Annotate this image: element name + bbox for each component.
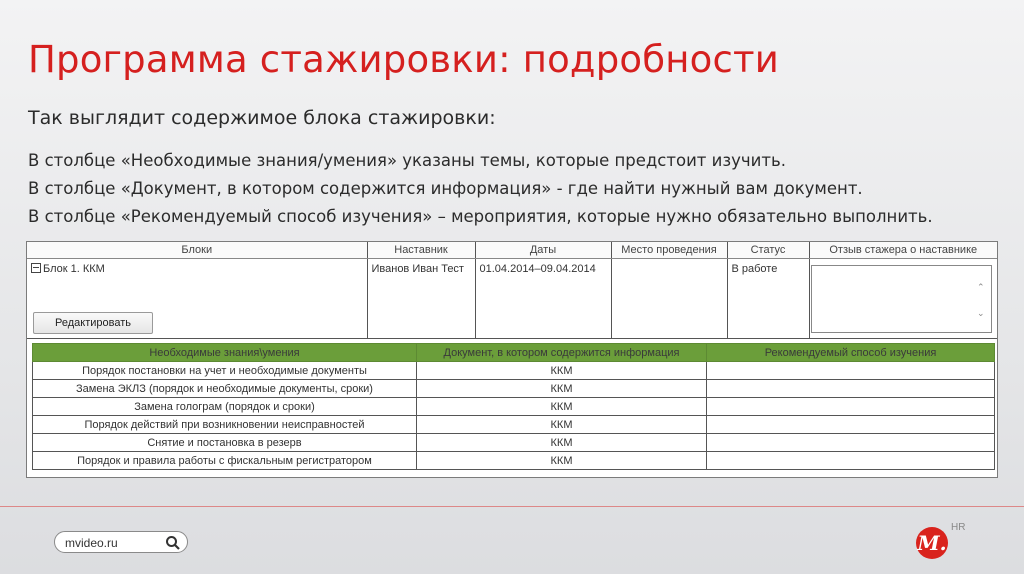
scroll-up-icon[interactable]: ⌃	[977, 282, 985, 292]
desc-line-2: В столбце «Документ, в котором содержится информация» - где найти нужный вам документ.	[28, 179, 863, 198]
method-cell	[707, 380, 995, 398]
topic-cell: Порядок и правила работы с фискальным регистратором	[33, 452, 417, 470]
mvideo-logo: М.	[916, 527, 948, 559]
table-row	[33, 416, 995, 434]
review-textarea[interactable]	[811, 265, 992, 333]
mentor-cell: Иванов Иван Тест	[367, 259, 475, 339]
edit-button[interactable]: Редактировать	[33, 312, 153, 334]
search-text: mvideo.ru	[65, 536, 118, 550]
doc-cell: ККМ	[417, 362, 707, 380]
footer-divider	[0, 506, 1024, 507]
header-dates: Даты	[475, 242, 611, 259]
method-cell	[707, 398, 995, 416]
method-cell	[707, 362, 995, 380]
blocks-header-row	[27, 242, 997, 259]
header-place: Место проведения	[611, 242, 727, 259]
doc-cell: ККМ	[417, 416, 707, 434]
topic-cell: Порядок действий при возникновении неисправностей	[33, 416, 417, 434]
header-status: Статус	[727, 242, 809, 259]
scroll-down-icon[interactable]: ⌄	[977, 308, 985, 318]
method-cell	[707, 434, 995, 452]
desc-line-1: В столбце «Необходимые знания/умения» указаны темы, которые предстоит изучить.	[28, 151, 786, 170]
table-row	[33, 398, 995, 416]
table-row	[33, 362, 995, 380]
intro-text: Так выглядит содержимое блока стажировки:	[28, 107, 496, 129]
dates-cell: 01.04.2014–09.04.2014	[475, 259, 611, 339]
topic-cell: Порядок постановки на учет и необходимые документы	[33, 362, 417, 380]
method-cell	[707, 416, 995, 434]
search-icon[interactable]	[165, 535, 181, 551]
knowledge-header-row	[33, 344, 995, 362]
header-review: Отзыв стажера о наставнике	[809, 242, 997, 259]
place-cell	[611, 259, 727, 339]
hr-label: HR	[951, 522, 966, 533]
table-row	[33, 452, 995, 470]
header-method: Рекомендуемый способ изучения	[707, 344, 995, 362]
desc-line-3: В столбце «Рекомендуемый способ изучения» – мероприятия, которые нужно обязательно выполнить.	[28, 207, 933, 226]
review-scrollbar[interactable]	[975, 268, 989, 330]
topic-cell: Замена голограм (порядок и сроки)	[33, 398, 417, 416]
header-blocks: Блоки	[27, 242, 367, 259]
topic-cell: Снятие и постановка в резерв	[33, 434, 417, 452]
method-cell	[707, 452, 995, 470]
collapse-icon[interactable]	[31, 263, 41, 273]
search-box[interactable]	[54, 531, 188, 553]
doc-cell: ККМ	[417, 452, 707, 470]
doc-cell: ККМ	[417, 398, 707, 416]
header-mentor: Наставник	[367, 242, 475, 259]
status-cell: В работе	[727, 259, 809, 339]
doc-cell: ККМ	[417, 434, 707, 452]
topic-cell: Замена ЭКЛЗ (порядок и необходимые документы, сроки)	[33, 380, 417, 398]
table-row	[33, 380, 995, 398]
header-document: Документ, в котором содержится информация	[417, 344, 707, 362]
table-row	[33, 434, 995, 452]
slide-title: Программа стажировки: подробности	[28, 38, 780, 81]
doc-cell: ККМ	[417, 380, 707, 398]
header-knowledge: Необходимые знания\умения	[33, 344, 417, 362]
block-name: Блок 1. ККМ	[43, 263, 105, 275]
knowledge-table	[32, 343, 995, 470]
training-block-panel	[26, 241, 998, 478]
